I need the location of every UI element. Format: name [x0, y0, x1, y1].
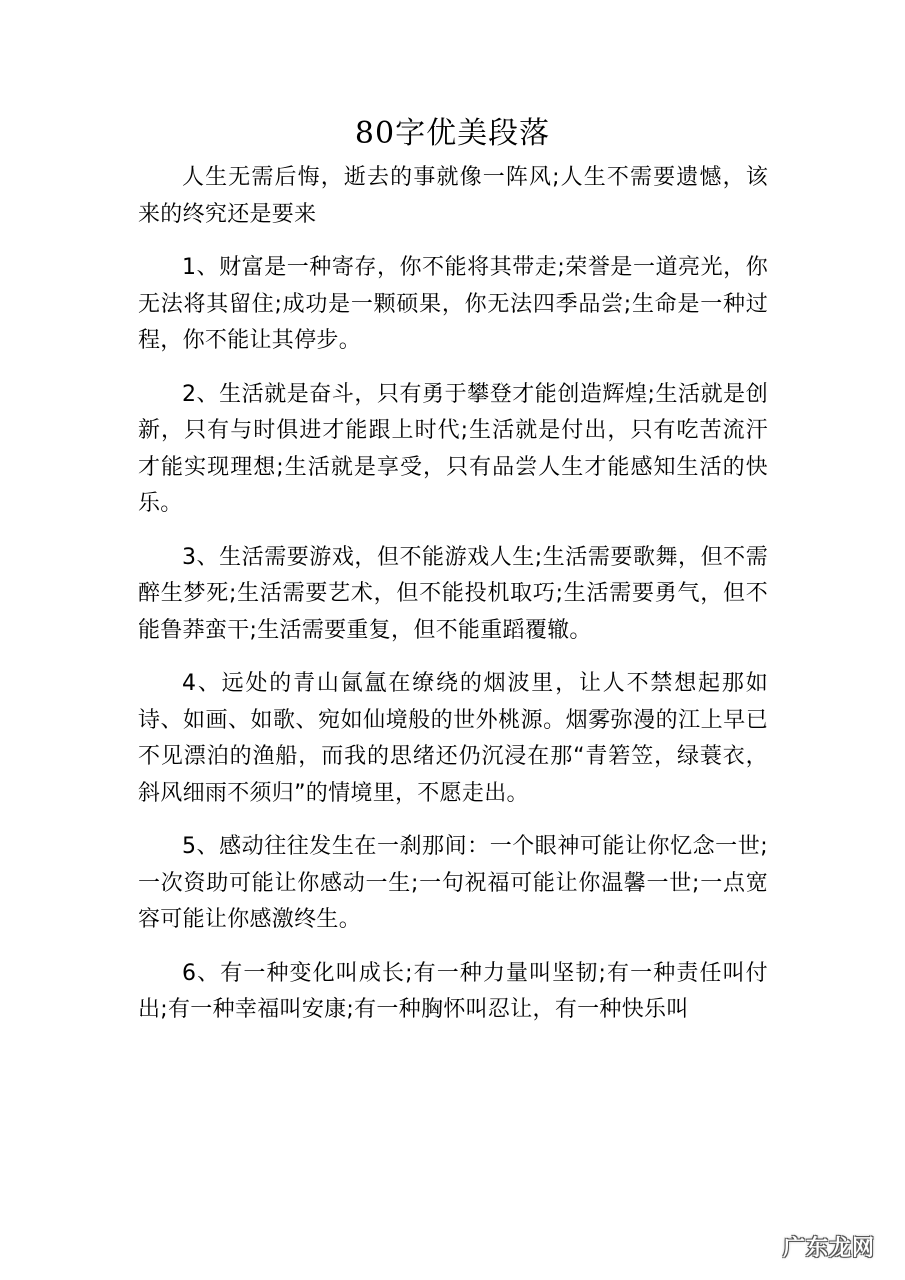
paragraph-4: 4、远处的青山氤氲在缭绕的烟波里，让人不禁想起那如诗、如画、如歌、宛如仙境般的世外桃源。烟雾弥漫的江上早已不见漂泊的渔船，而我的思绪还仍沉浸在那“青箬笠，绿蓑衣，斜风细雨不须归”的情境里，不愿走出。: [138, 671, 768, 806]
paragraph-2: 2、生活就是奋斗，只有勇于攀登才能创造辉煌;生活就是创新，只有与时俱进才能跟上时代;生活就是付出，只有吃苦流汗才能实现理想;生活就是享受，只有品尝人生才能感知生活的快乐。: [138, 381, 768, 516]
paragraph-intro: 人生无需后悔，逝去的事就像一阵风;人生不需要遗憾，该来的终究还是要来: [138, 165, 768, 227]
site-watermark: 广东龙网: [782, 1236, 875, 1261]
paragraph-6: 6、有一种变化叫成长;有一种力量叫坚韧;有一种责任叫付出;有一种幸福叫安康;有一种胸怀叫忍让，有一种快乐叫: [138, 960, 768, 1022]
paragraph-1: 1、财富是一种寄存，你不能将其带走;荣誉是一道亮光，你无法将其留住;成功是一颗硕果，你无法四季品尝;生命是一种过程，你不能让其停步。: [138, 255, 768, 353]
paragraph-5: 5、感动往往发生在一刹那间：一个眼神可能让你忆念一世;一次资助可能让你感动一生;一句祝福可能让你温馨一世;一点宽容可能让你感激终生。: [138, 834, 768, 932]
document-title: 80字优美段落: [354, 116, 551, 151]
document-body: [138, 160, 768, 1046]
paragraph-3: 3、生活需要游戏，但不能游戏人生;生活需要歌舞，但不需醉生梦死;生活需要艺术，但不能投机取巧;生活需要勇气，但不能鲁莽蛮干;生活需要重复，但不能重蹈覆辙。: [138, 544, 768, 643]
